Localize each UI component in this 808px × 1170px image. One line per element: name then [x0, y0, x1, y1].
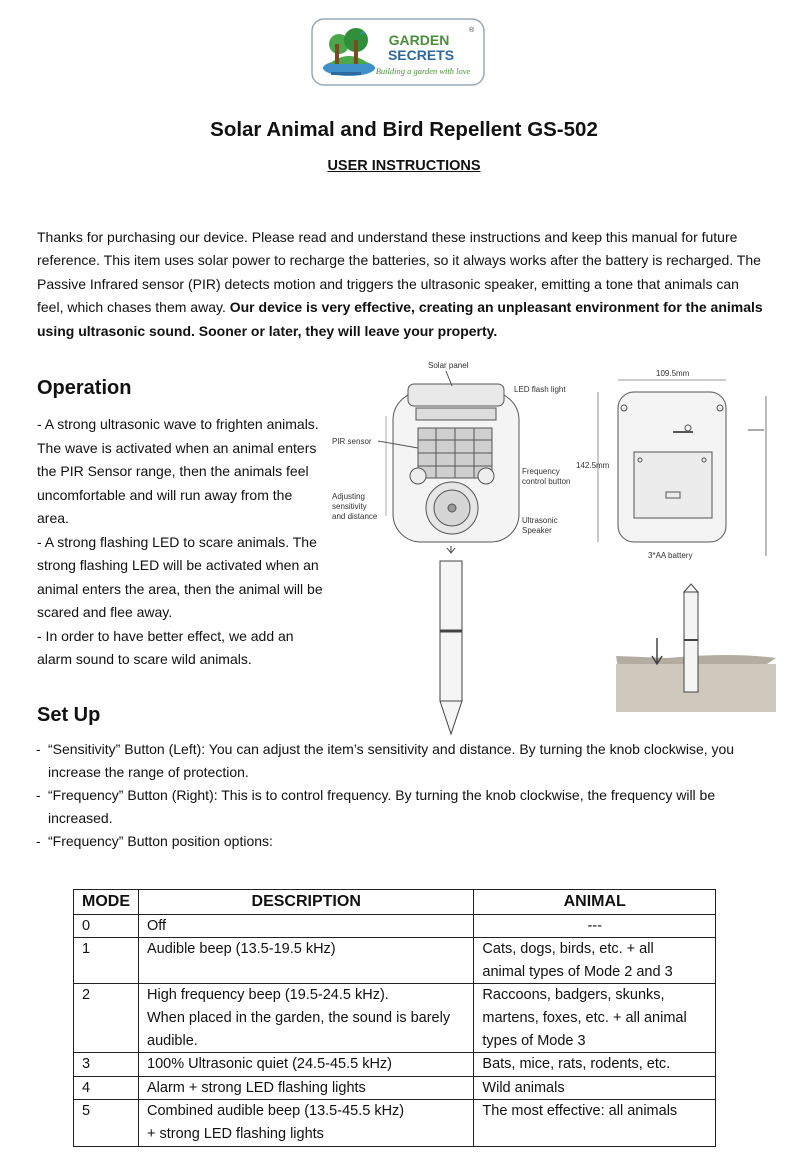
table-row: [74, 938, 716, 984]
table-row: [74, 1076, 716, 1100]
operation-heading: Operation: [37, 377, 132, 399]
cell-line: 100% Ultrasonic quiet (24.5-45.5 kHz): [147, 1056, 393, 1073]
description-cell: [139, 938, 474, 984]
label-solar-panel: Solar panel: [428, 361, 469, 370]
cell-line: Cats, dogs, birds, etc. + all: [482, 941, 654, 958]
description-cell: [139, 1100, 474, 1146]
label-speaker-2: Speaker: [522, 526, 552, 535]
mode-cell: 2: [74, 984, 139, 1053]
table-row: [74, 914, 716, 938]
device-front-illustration: [386, 384, 519, 542]
intro-bold-text: Our device is very effective, creating an unpleasant environment for the animals using ultrasonic sound. Sooner or later, they will leave your property.: [37, 299, 763, 339]
cell-line: types of Mode 3: [482, 1032, 586, 1049]
cell-line: Audible beep (13.5-19.5 kHz): [147, 941, 336, 958]
cell-line: When placed in the garden, the sound is barely: [147, 1009, 451, 1026]
mode-cell: 3: [74, 1053, 139, 1077]
modes-table: [73, 889, 716, 1147]
stake-ground-illustration: [616, 584, 776, 712]
cell-line: Off: [147, 917, 167, 934]
document-title: Solar Animal and Bird Repellent GS-502: [210, 118, 598, 141]
cell-line: The most effective: all animals: [482, 1103, 678, 1120]
description-cell: [139, 914, 474, 938]
setup-list: [37, 738, 777, 853]
header-description: DESCRIPTION: [139, 890, 474, 915]
label-battery: 3*AA battery: [648, 551, 693, 560]
device-back-illustration: [618, 392, 766, 556]
setup-item: - “Frequency” Button (Right): This is to control frequency. By turning the knob clockwise, the frequency will be increased.: [36, 787, 716, 826]
intro-paragraph: [37, 226, 767, 343]
product-diagram: [328, 356, 780, 742]
label-height: 142.5mm: [576, 461, 610, 470]
animal-cell: [474, 938, 716, 984]
animal-cell: [474, 1053, 716, 1077]
setup-item: - “Sensitivity” Button (Left): You can adjust the item’s sensitivity and distance. By turning the knob clockwise, you increase the range of protection.: [36, 741, 735, 780]
table-header-row: [74, 890, 716, 915]
mode-cell: 5: [74, 1100, 139, 1146]
mode-cell: 1: [74, 938, 139, 984]
cell-line: Wild animals: [482, 1079, 565, 1096]
header-mode: MODE: [74, 890, 139, 915]
cell-line: ---: [587, 917, 602, 934]
logo-line1: GARDEN: [388, 32, 450, 48]
setup-item: - “Frequency” Button position options:: [36, 833, 273, 849]
cell-line: Combined audible beep (13.5-45.5 kHz): [147, 1103, 405, 1120]
mode-cell: 0: [74, 914, 139, 938]
animal-cell: [474, 914, 716, 938]
setup-heading: Set Up: [37, 704, 101, 726]
animal-cell: [474, 1076, 716, 1100]
header-animal: ANIMAL: [474, 890, 716, 915]
animal-cell: [474, 984, 716, 1053]
logo-line2: SECRETS: [387, 47, 455, 63]
table-row: [74, 1053, 716, 1077]
animal-cell: [474, 1100, 716, 1146]
document-subtitle: USER INSTRUCTIONS: [327, 158, 481, 174]
description-cell: [139, 1053, 474, 1077]
description-cell: [139, 984, 474, 1053]
table-row: [74, 984, 716, 1053]
cell-line: martens, foxes, etc. + all animal: [482, 1009, 687, 1026]
label-pir-sensor: PIR sensor: [332, 437, 372, 446]
label-frequency-2: control button: [522, 477, 571, 486]
cell-line: audible.: [147, 1032, 198, 1049]
label-frequency-1: Frequency: [522, 467, 560, 476]
operation-paragraph: - A strong flashing LED to scare animals. The strong flashing LED will be activated when an animal enters the area, then the animal will be scared and flee away.: [37, 533, 323, 620]
intro-text: Thanks for purchasing our device. Please read and understand these instructions and keep this manual for future reference. This item uses solar power to recharge the batteries, so it always works after the battery is recharged. The Passive Infrared sensor (PIR) detects motion and triggers the ultrasonic speaker, emitting a tone that animals can feel, which chases them away.: [37, 229, 761, 316]
cell-line: High frequency beep (19.5-24.5 kHz).: [147, 987, 389, 1004]
cell-line: Raccoons, badgers, skunks,: [482, 987, 665, 1004]
operation-text: [37, 413, 327, 672]
logo-tagline: Building a garden with love: [375, 66, 471, 76]
cell-line: Alarm + strong LED flashing lights: [147, 1079, 366, 1096]
label-width: 109.5mm: [656, 369, 690, 378]
label-speaker-1: Ultrasonic: [522, 516, 558, 525]
cell-line: animal types of Mode 2 and 3: [482, 963, 673, 980]
stake-front-illustration: [440, 546, 462, 734]
label-led-flash: LED flash light: [514, 385, 566, 394]
description-cell: [139, 1076, 474, 1100]
cell-line: Bats, mice, rats, rodents, etc.: [482, 1056, 671, 1073]
label-adjusting-1: Adjusting: [332, 492, 365, 501]
operation-paragraph: - A strong ultrasonic wave to frighten animals. The wave is activated when an animal enters the PIR Sensor range, then the animals feel uncomfortable and will run away from the area.: [37, 416, 319, 526]
cell-line: + strong LED flashing lights: [147, 1125, 324, 1142]
label-adjusting-3: and distance: [332, 512, 378, 521]
registered-mark: ®: [469, 27, 475, 34]
label-adjusting-2: sensitivity: [332, 502, 367, 511]
table-body: [74, 914, 716, 1146]
mode-cell: 4: [74, 1076, 139, 1100]
operation-paragraph: - In order to have better effect, we add an alarm sound to scare wild animals.: [37, 627, 294, 667]
garden-secrets-logo: [311, 18, 485, 86]
table-row: [74, 1100, 716, 1146]
